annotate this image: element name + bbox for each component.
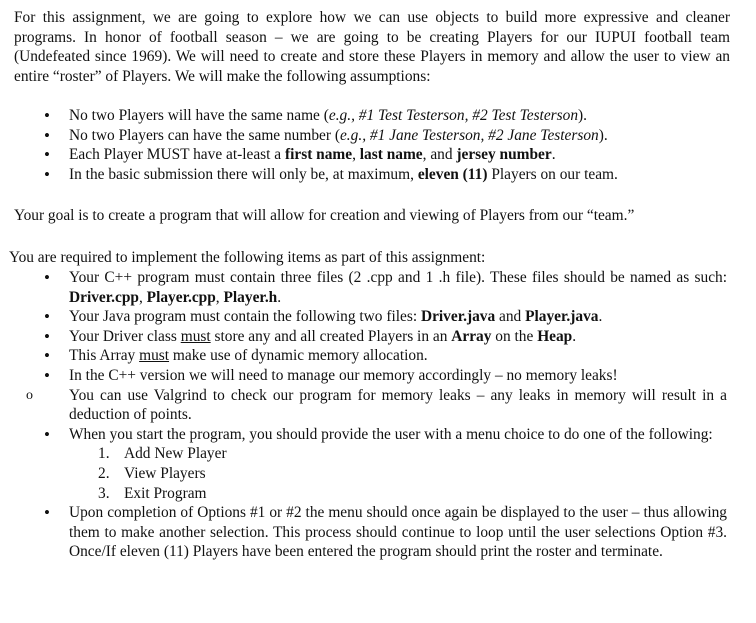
bullet-icon	[43, 307, 51, 328]
sub-list-item: o You can use Valgrind to check our program for memory leaks – any leaks in memory will result in a deduction of points.	[26, 386, 727, 424]
list-item: • Each Player MUST have at-least a first name, last name, and jersey number.	[69, 145, 734, 165]
list-item: • Upon completion of Options #1 or #2 the menu should once again be displayed to the user – thus allowing them to make another selection. This process should continue to loop until the user selections Option #3. Once/If eleven (11) Players have been entered the program should print the roster and terminate.	[69, 503, 727, 562]
list-item: • Your Driver class must store any and all created Players in an Array on the Heap.	[69, 327, 727, 347]
list-item: • Your Java program must contain the following two files: Driver.java and Player.java.	[69, 307, 727, 327]
menu-option: 1. Add New Player	[98, 445, 227, 463]
list-item: • In the C++ version we will need to manage our memory accordingly – no memory leaks! o You can use Valgrind to check our program for memory leaks – any leaks in memory will result in a deduction of points.	[69, 366, 727, 425]
menu-option: 3. Exit Program	[98, 484, 207, 502]
list-item: • When you start the program, you should provide the user with a menu choice to do one of the following: 1. Add New Player 2. View Players 3. Exit Program	[69, 425, 727, 503]
bullet-icon	[43, 503, 51, 524]
bullet-icon	[43, 346, 51, 367]
menu-option: 2. View Players	[98, 464, 206, 482]
requirements-intro: You are required to implement the following items as part of this assignment:	[9, 249, 486, 266]
bullet-icon	[43, 327, 51, 348]
menu-options-list	[98, 444, 727, 503]
bullet-icon	[43, 145, 51, 166]
bullet-icon	[43, 165, 51, 186]
bullet-icon	[43, 106, 51, 127]
bullet-icon	[43, 366, 51, 387]
bullet-icon	[43, 126, 51, 147]
list-item: • No two Players can have the same number (e.g., #1 Jane Testerson, #2 Jane Testerson).	[69, 126, 734, 146]
requirements-list	[26, 268, 727, 562]
list-item: • No two Players will have the same name (e.g., #1 Test Testerson, #2 Test Testerson).	[69, 106, 734, 126]
assumptions-list	[69, 106, 734, 184]
list-item: • This Array must make use of dynamic memory allocation.	[69, 346, 727, 366]
list-item: • In the basic submission there will only be, at maximum, eleven (11) Players on our team.	[69, 165, 734, 185]
intro-paragraph: For this assignment, we are going to explore how we can use objects to build more expressive and cleaner programs. In honor of football season – we are going to be creating Players for our IUPUI football team (Undefeated since 1969). We will need to create and store these Players in memory and allow the user to view an entire “roster” of Players. We will make the following assumptions:	[14, 9, 730, 85]
bullet-icon	[43, 268, 51, 289]
bullet-icon	[43, 425, 51, 446]
goal-paragraph: Your goal is to create a program that will allow for creation and viewing of Players from our “team.”	[14, 207, 635, 224]
list-item: • Your C++ program must contain three files (2 .cpp and 1 .h file). These files should be named as such: Driver.cpp, Player.cpp, Player.h.	[69, 268, 727, 307]
circle-bullet-icon: o	[26, 387, 33, 403]
